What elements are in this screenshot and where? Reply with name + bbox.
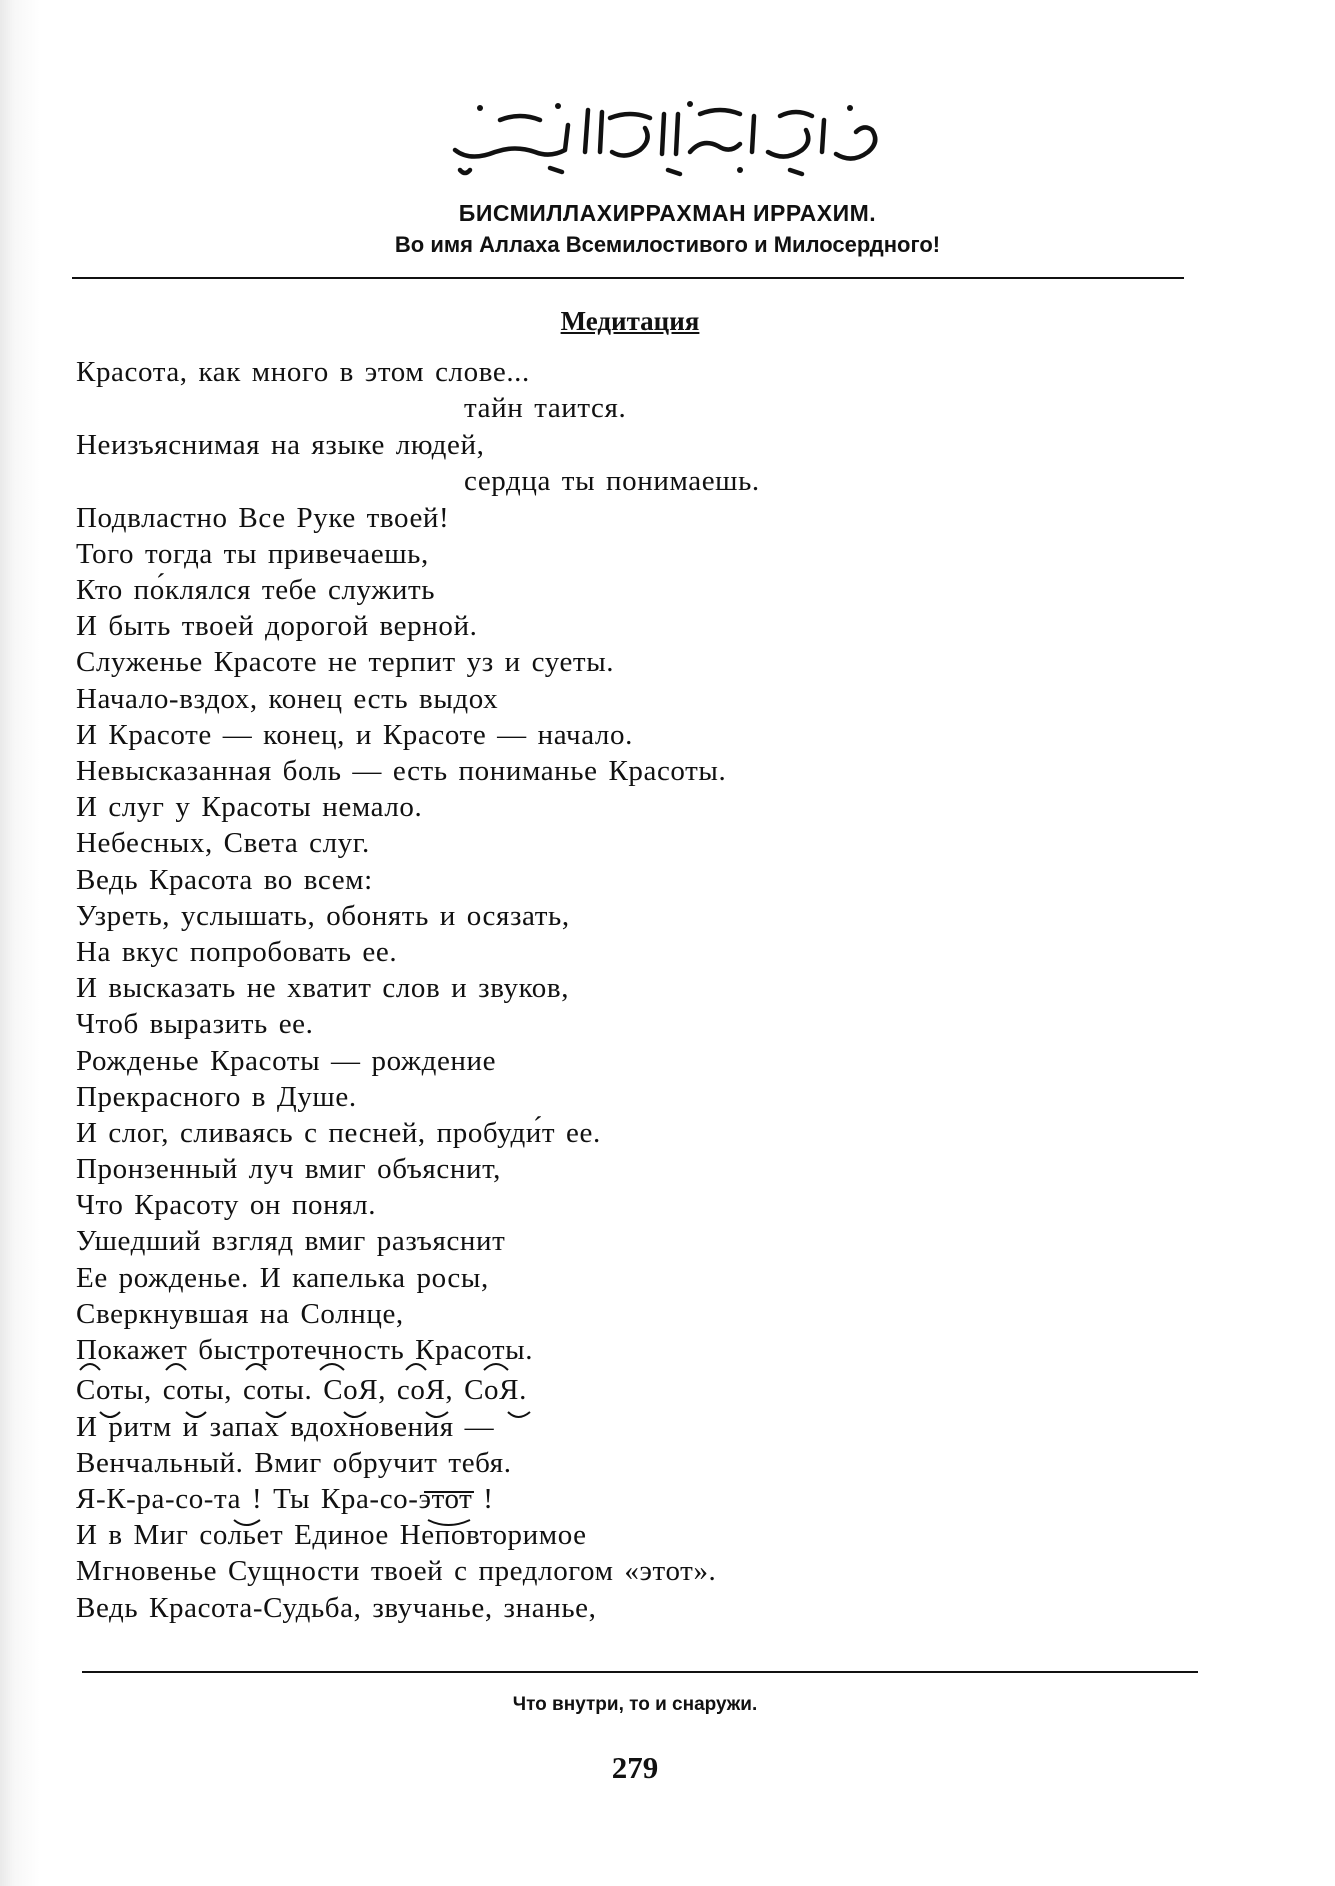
header-subtitle: Во имя Аллаха Всемилостивого и Милосердного! (394, 232, 941, 257)
poem-line: И ритм и запах вдохновения — (76, 1411, 495, 1443)
poem-line: Венчальный. Вмиг обручит тебя. (76, 1447, 512, 1479)
poem-line: Пронзенный луч вмиг объяснит, (76, 1153, 502, 1185)
poem-line: Красота, как много в этом слове... (76, 356, 530, 388)
poem-line: тайн таится. (464, 392, 627, 424)
poem-line: И слог, сливаясь с песней, пробуди́т ее. (76, 1117, 601, 1149)
poem-line: И быть твоей дорогой верной. (76, 610, 478, 642)
bottom-divider (82, 1671, 1198, 1673)
section-title: Медитация (560, 306, 700, 336)
poem-line: Чтоб выразить ее. (76, 1008, 314, 1040)
poem-line: Покажет быстротечность Красоты. (76, 1334, 534, 1366)
syllable-arc-marks (76, 1356, 636, 1426)
poem-line-krasota: Я-К-ра-со-та ! Ты Кра-со-этот ! (76, 1483, 494, 1515)
poem-line: Небесных, Света слуг. (76, 827, 370, 859)
poem-line-soty: Соты, соты, соты. СоЯ, соЯ, СоЯ. (76, 1374, 527, 1406)
syllable-underline-marks (76, 1476, 536, 1536)
poem-line: Подвластно Все Руке твоей! (76, 502, 450, 534)
poem-line: сердца ты понимаешь. (464, 465, 760, 497)
poem-line: Сверкнувшая на Солнце, (76, 1298, 404, 1330)
poem-line: Узреть, услышать, обонять и осязать, (76, 900, 570, 932)
poem-line: Служенье Красоте не терпит уз и суеты. (76, 646, 615, 678)
poem-line: Рожденье Красоты — рождение (76, 1045, 497, 1077)
poem-line: И высказать не хватит слов и звуков, (76, 972, 570, 1004)
bismillah-calligraphy-image (440, 90, 900, 180)
poem-line: И в Миг сольет Единое Неповторимое (76, 1519, 587, 1551)
poem-line: На вкус попробовать ее. (76, 936, 398, 968)
poem-line: Кто по́клялся тебе служить (76, 574, 436, 606)
poem-line: Неизъяснимая на языке людей, (76, 429, 485, 461)
poem-line: Что Красоту он понял. (76, 1189, 377, 1221)
poem-line: Невысказанная боль — есть пониманье Красоты. (76, 755, 727, 787)
poem-line: Начало-вздох, конец есть выдох (76, 683, 499, 715)
poem-line: И Красоте — конец, и Красоте — начало. (76, 719, 633, 751)
header-title: БИСМИЛЛАХИРРАХМАН ИРРАХИМ. (458, 200, 877, 226)
poem-line: Мгновенье Сущности твоей с предлогом «этот». (76, 1555, 717, 1587)
poem-line: Ее рожденье. И капелька росы, (76, 1262, 489, 1294)
poem-line: Ведь Красота во всем: (76, 864, 373, 896)
page-number: 279 (611, 1750, 659, 1785)
poem-line: Ведь Красота-Судьба, звучанье, знанье, (76, 1592, 597, 1624)
poem-line: И слуг у Красоты немало. (76, 791, 423, 823)
poem-line: Ушедший взгляд вмиг разъяснит (76, 1225, 506, 1257)
poem-line: Прекрасного в Душе. (76, 1081, 357, 1113)
top-divider (72, 277, 1184, 279)
poem-line: Того тогда ты привечаешь, (76, 538, 429, 570)
footer-motto: Что внутри, то и снаружи. (512, 1694, 758, 1715)
